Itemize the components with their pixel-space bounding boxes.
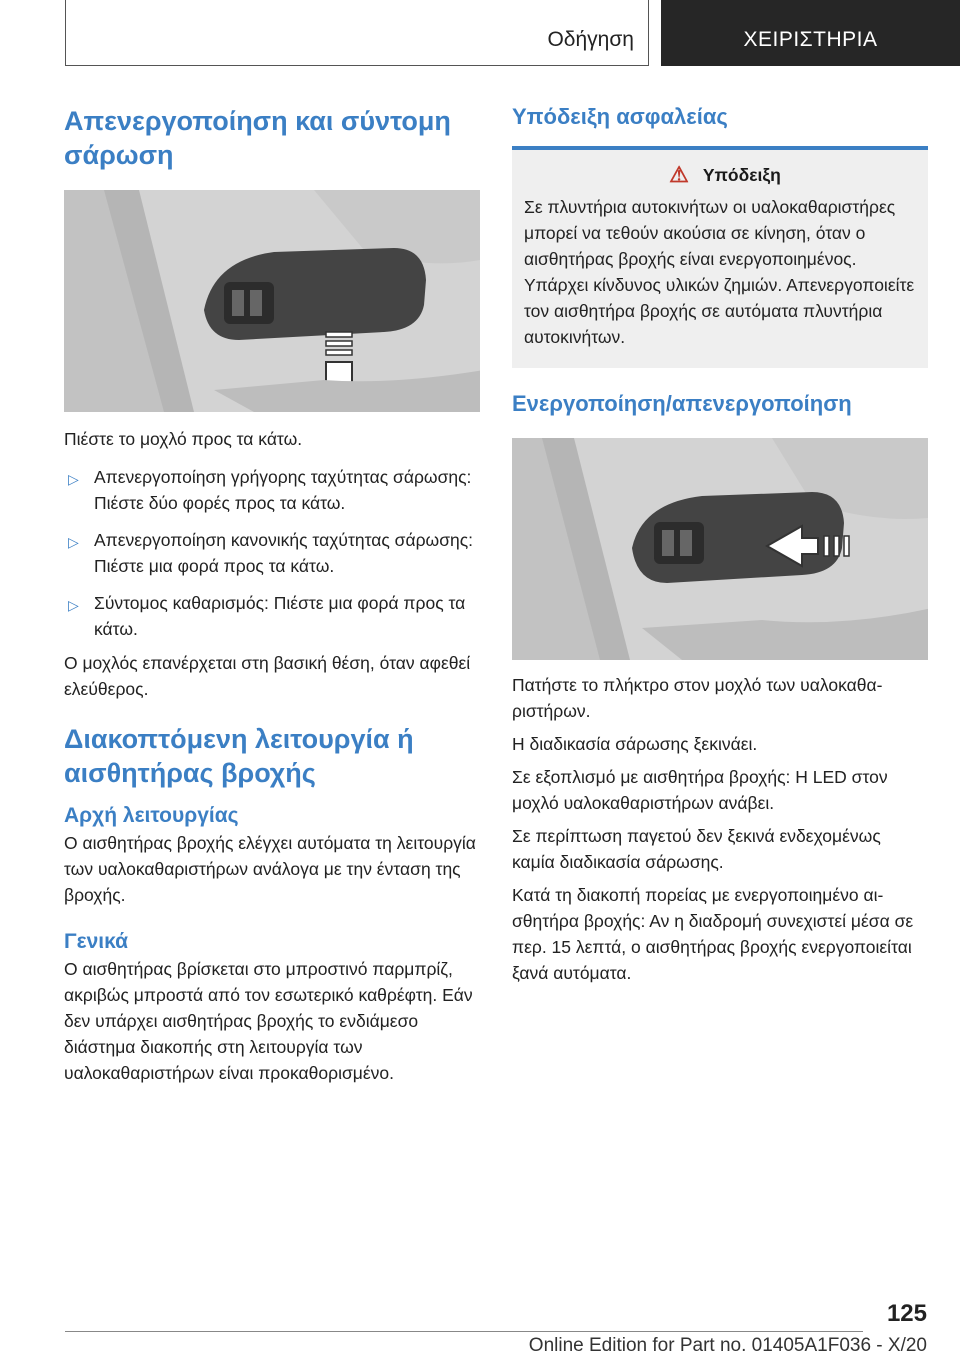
list-item-text: Σύντομος καθαρισμός: Πιέστε μια φορά προς τα κάτω. (94, 593, 466, 639)
header-section-label: Οδήγηση (547, 28, 634, 51)
header-chapter-label: ΧΕΙΡΙΣΤΗΡΙΑ (743, 28, 878, 51)
list-item-text: Απενεργοποίηση κανονικής ταχύτητας σάρωσης: Πιέστε μια φορά προς τα κάτω. (94, 530, 474, 576)
list-item (64, 590, 480, 642)
subsection-title-principle: Αρχή λειτουργίας (64, 804, 239, 827)
footer-divider (65, 1331, 863, 1332)
lever-button-illustration (512, 438, 928, 660)
warning-text: Σε πλυντήρια αυτοκινήτων οι υαλοκαθαριστήρες μπορεί να τεθούν ακούσια σε κίνηση, όταν ο αισθητήρας βροχής είναι ενεργοποιημένος. Υπάρχει κίνδυνος υλικών ζημιών. Απενεργοποιείτε τον αισθητήρα βροχής σε αυτόματα πλυντήρια αυτοκινήτων. (524, 197, 915, 347)
section-title-intermittent: Διακοπτόμενη λειτουργία ή αισθητήρας βροχής (64, 724, 414, 788)
section-title-safety: Υπόδειξη ασφαλείας (512, 104, 728, 129)
list-item-text: Απενεργοποίηση γρήγορης ταχύτητας σάρωσης: Πιέστε δύο φορές προς τα κάτω. (94, 467, 472, 513)
list-item (64, 464, 480, 516)
section-title-deactivation: Απενεργοποίηση και σύντομη σάρωση (64, 106, 451, 170)
list-item (64, 527, 480, 579)
activation-step-text: Πατήστε το πλήκτρο στον μοχλό των υαλοκαθαριστήρων. (512, 675, 883, 721)
lever-return-text: Ο μοχλός επανέρχεται στη βασική θέση, όταν αφεθεί ελεύθερος. (64, 653, 471, 699)
header-chapter-tab[interactable] (661, 0, 960, 66)
triangle-right-icon: ▷ (68, 534, 79, 550)
left-column (64, 100, 480, 1086)
drive-interruption-text: Κατά τη διακοπή πορείας με ενεργοποιημένο αισθητήρα βροχής: Αν η διαδρομή συνεχιστεί μέσα σε περ. 15 λεπτά, ο αισθητήρας βροχής ενεργοποιείται ξανά αυτόματα. (512, 885, 914, 983)
warning-title: Υπόδειξη (702, 164, 781, 185)
lever-button-svg (512, 438, 928, 660)
figure-caption-lever-down: Πιέστε το μοχλό προς τα κάτω. (64, 429, 303, 449)
wiper-deactivation-list (64, 464, 480, 642)
wiping-start-text: Η διαδικασία σάρωσης ξεκινάει. (512, 734, 758, 754)
triangle-right-icon: ▷ (68, 597, 79, 613)
lever-down-illustration (64, 190, 480, 412)
subsection-title-general: Γενικά (64, 930, 129, 953)
section-title-activation: Ενεργοποίηση/απενεργοποίηση (512, 391, 852, 416)
led-text: Σε εξοπλισμό με αισθητήρα βροχής: Η LED στον μοχλό υαλοκαθαριστήρων ανάβει. (512, 767, 888, 813)
right-column (512, 100, 928, 986)
footer-edition: Online Edition for Part no. 01405A1F036 - X/20 (528, 1335, 927, 1356)
principle-text: Ο αισθητήρας βροχής ελέγχει αυτόματα τη λειτουργία των υαλοκαθαριστήρων ανάλογα με την ένταση της βροχής. (64, 833, 476, 905)
page-number: 125 (886, 1300, 927, 1327)
warning-triangle-icon: ⚠ (669, 162, 689, 187)
warning-box (512, 146, 928, 368)
lever-down-svg (64, 190, 480, 412)
warning-header (524, 164, 916, 186)
frost-text: Σε περίπτωση παγετού δεν ξεκινά ενδεχομένως καμία διαδικασία σάρωσης. (512, 826, 881, 872)
general-text: Ο αισθητήρας βρίσκεται στο μπροστινό παρμπρίζ, ακριβώς μπροστά από τον εσωτερικό καθρέφτη. Εάν δεν υπάρχει αισθητήρας βροχής το ενδιάμεσο διάστημα διακοπής στη λειτουργία των υαλοκαθαριστήρων είναι προκαθορισμένο. (64, 959, 473, 1083)
triangle-right-icon: ▷ (68, 471, 79, 487)
